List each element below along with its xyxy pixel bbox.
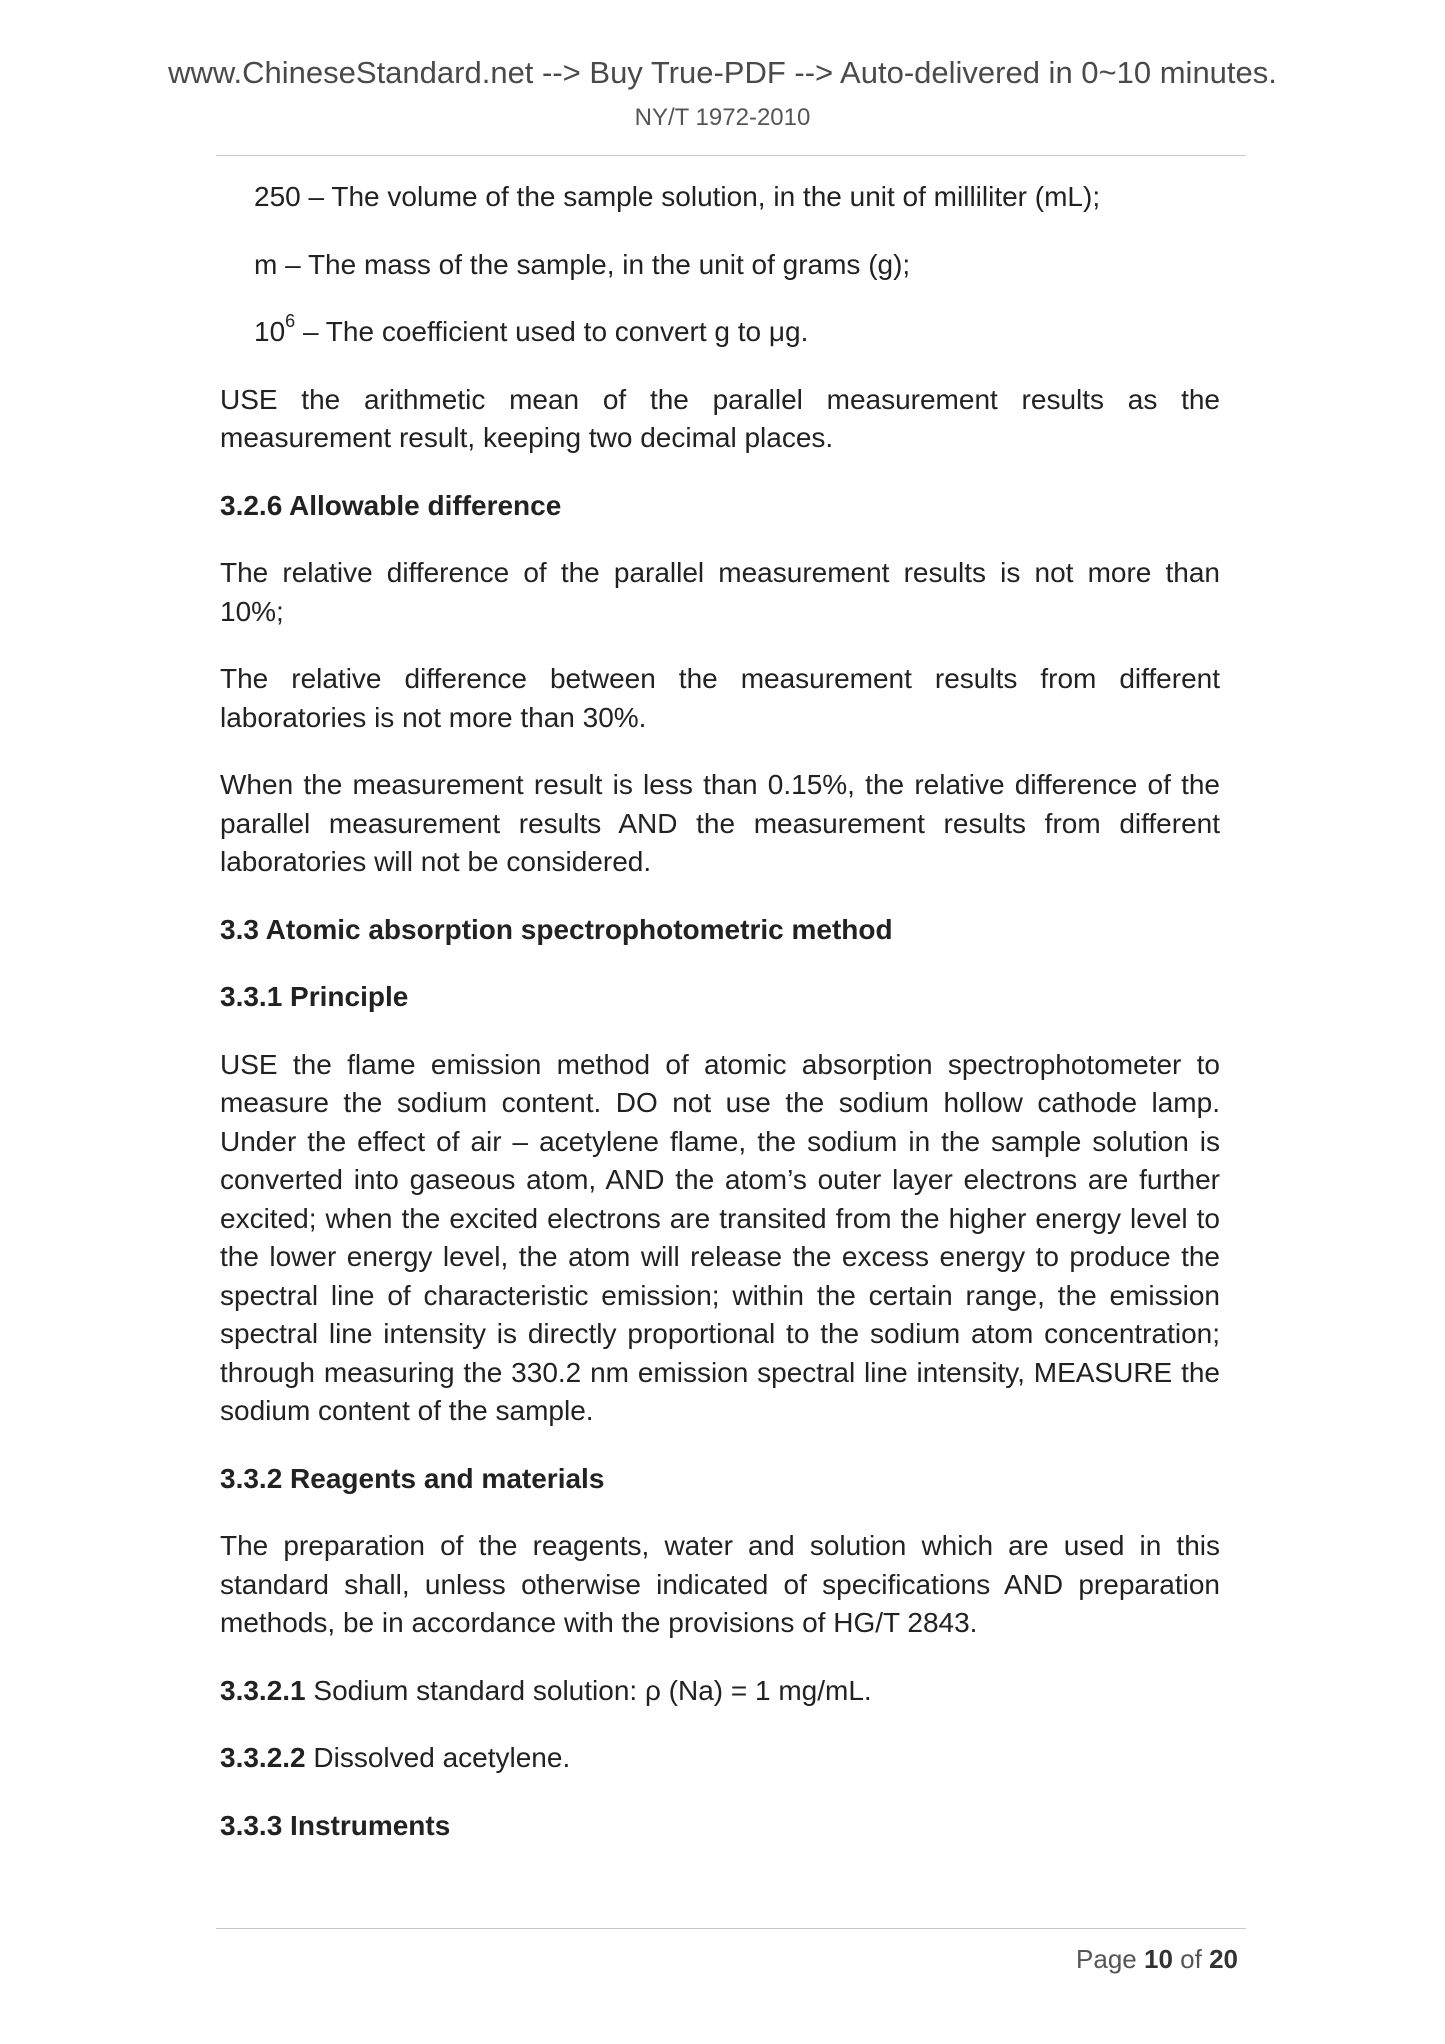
header-url-banner: www.ChineseStandard.net --> Buy True-PDF --> Auto-delivered in 0~10 minutes. (168, 55, 1277, 90)
variable-definition-250: 250 – The volume of the sample solution, in the unit of milliliter (mL); (254, 181, 1101, 212)
page-footer (0, 1944, 1238, 1975)
item-3-3-2-1 (220, 1672, 1220, 1711)
page-total: 20 (1209, 1944, 1238, 1974)
paragraph-difference-parallel: The relative difference of the parallel measurement results is not more than 10%; (220, 557, 1220, 627)
paragraph-principle: USE the flame emission method of atomic absorption spectrophotometer to measure the sodium content. DO not use the sodium hollow cathode lamp. Under the effect of air – acetylene flame, the sodium in the sample solution is converted into gaseous atom, AND the atom’s outer layer electrons are further excited; when the excited electrons are transited from the higher energy level to the lower energy level, the atom will release the excess energy to produce the spectral line of characteristic emission; within the certain range, the emission spectral line intensity is directly proportional to the sodium atom concentration; through measuring the 330.2 nm emission spectral line intensity, MEASURE the sodium content of the sample. (220, 1048, 1220, 1426)
header-divider (216, 155, 1246, 156)
page-current: 10 (1144, 1944, 1173, 1974)
paragraph-difference-exception: When the measurement result is less than 0.15%, the relative difference of the parallel measurement results AND the measurement results from different laboratories will not be considered. (220, 769, 1220, 877)
page-word: Page (1076, 1944, 1137, 1974)
coefficient-base: 10 (254, 316, 286, 347)
variable-definition-m: m – The mass of the sample, in the unit of grams (g); (254, 248, 911, 280)
section-heading-3-3-1: 3.3.1 Principle (220, 981, 409, 1012)
paragraph-difference-laboratories: The relative difference between the measurement results from different laboratories is not more than 30%. (220, 663, 1220, 733)
standard-number: NY/T 1972-2010 (634, 104, 811, 131)
section-heading-3-3-2: 3.3.2 Reagents and materials (220, 1462, 605, 1494)
coefficient-exponent: 6 (285, 310, 296, 331)
item-number-3-3-2-2: 3.3.2.2 (220, 1742, 306, 1773)
document-body (220, 178, 1220, 1874)
section-heading-3-3: 3.3 Atomic absorption spectrophotometric method (220, 913, 893, 945)
paragraph-arithmetic-mean: USE the arithmetic mean of the parallel measurement results as the measurement result, keeping two decimal places. (220, 383, 1220, 453)
paragraph-reagents: The preparation of the reagents, water and solution which are used in this standard shall, unless otherwise indicated of specifications AND preparation methods, be in accordance with the provisions of HG/T 2843. (220, 1530, 1220, 1638)
item-number-3-3-2-1: 3.3.2.1 (220, 1674, 306, 1706)
section-heading-3-2-6: 3.2.6 Allowable difference (220, 489, 562, 521)
section-heading-3-3-3: 3.3.3 Instruments (220, 1809, 451, 1841)
footer-divider (216, 1928, 1246, 1929)
item-3-3-2-2 (220, 1739, 1220, 1778)
item-text-3-3-2-1: Sodium standard solution: ρ (Na) = 1 mg/mL. (305, 1674, 872, 1706)
item-text-3-3-2-2: Dissolved acetylene. (305, 1742, 571, 1773)
variable-definition-coefficient (220, 310, 1220, 352)
coefficient-description: – The coefficient used to convert g to μg. (295, 316, 809, 347)
of-word: of (1180, 1944, 1202, 1974)
